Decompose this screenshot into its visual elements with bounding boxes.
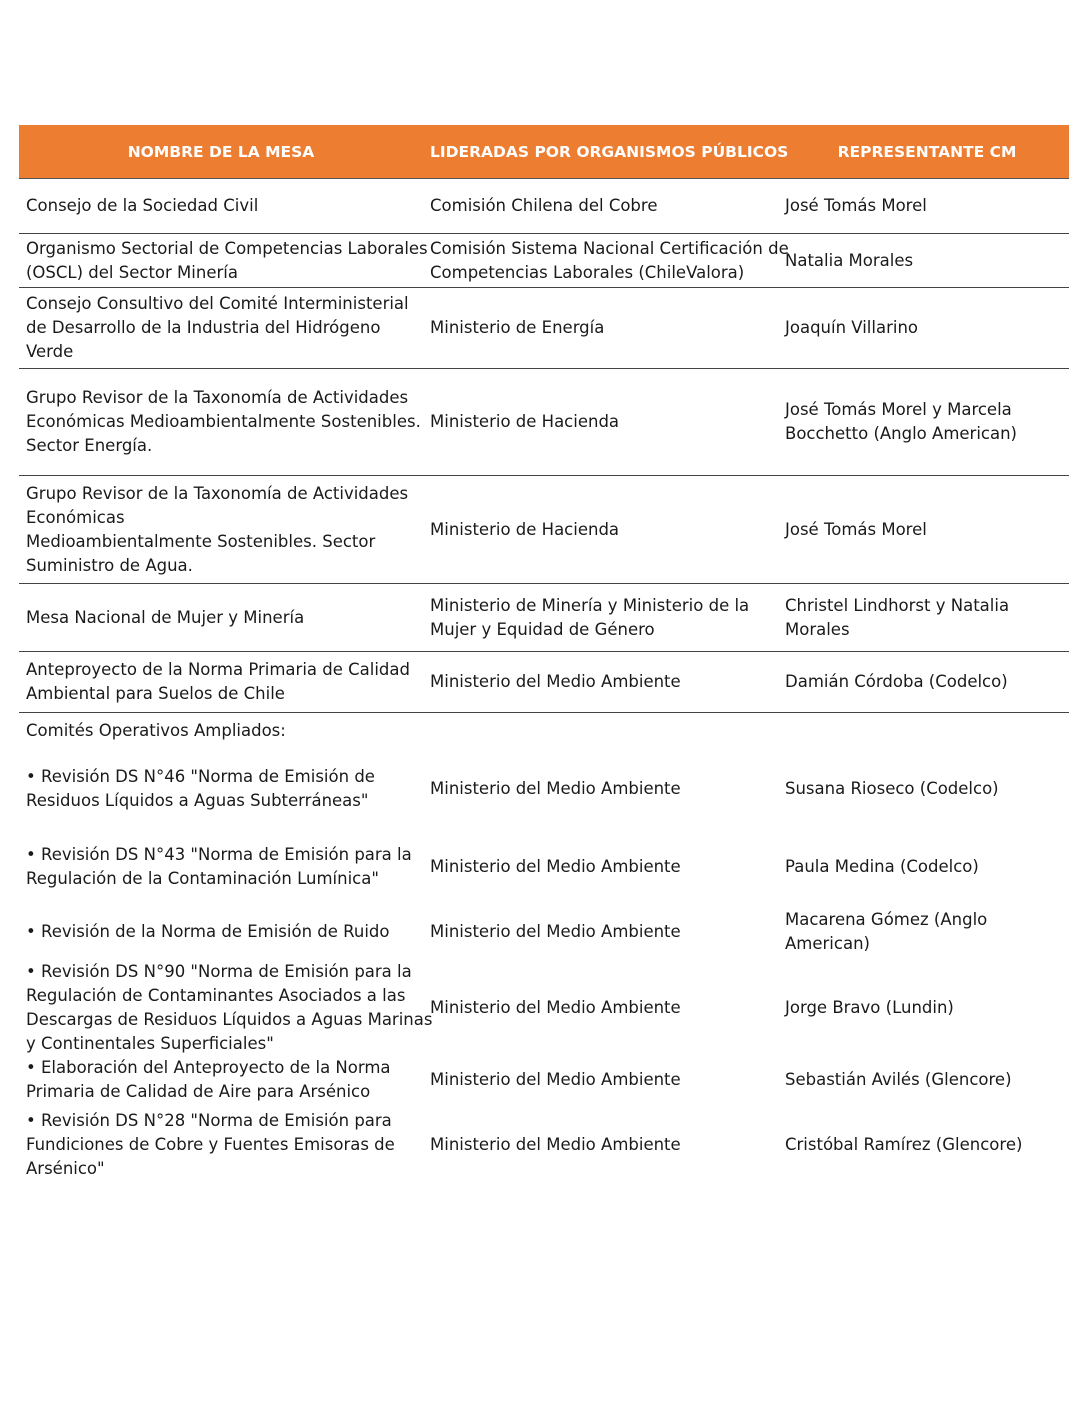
cell-mesa-line: Arsénico" [26, 1159, 105, 1178]
cell-organismo [423, 237, 789, 285]
cell-mesa [19, 606, 423, 630]
cell-representante [778, 398, 1069, 446]
cell-representante-line: American) [785, 934, 870, 953]
cell-mesa-line: Consejo de la Sociedad Civil [26, 196, 259, 215]
cell-mesa [19, 765, 423, 813]
cell-representante-line: Jorge Bravo (Lundin) [785, 998, 954, 1017]
cell-mesa [19, 920, 423, 944]
cell-organismo-line: Competencias Laborales (ChileValora) [430, 262, 745, 282]
cell-organismo [423, 316, 778, 340]
cell-organismo [423, 1133, 778, 1157]
cell-organismo [423, 777, 778, 801]
table-row [19, 652, 1069, 713]
cell-mesa [19, 1056, 423, 1104]
table-row [19, 584, 1069, 652]
table-row [19, 369, 1069, 476]
cell-mesa [19, 386, 423, 458]
cell-mesa [19, 292, 423, 364]
cell-representante [778, 777, 1069, 801]
cell-organismo [423, 518, 778, 542]
cell-mesa-line: Grupo Revisor de la Taxonomía de Actividades [26, 388, 409, 407]
cell-organismo-line: Ministerio de Energía [430, 318, 605, 337]
cell-representante [778, 670, 1069, 694]
cell-mesa-line: Económicas Medioambientalmente Sostenibles. [26, 412, 421, 431]
cell-organismo-line: Comisión Chilena del Cobre [430, 196, 658, 215]
cell-representante-line: Morales [785, 619, 850, 639]
table-row [19, 749, 1069, 829]
cell-mesa [19, 237, 428, 285]
header-nombre-mesa: NOMBRE DE LA MESA [127, 142, 315, 161]
cell-representante-line: José Tomás Morel [785, 196, 927, 215]
cell-representante-line: Paula Medina (Codelco) [785, 856, 979, 876]
cell-representante-line: Cristóbal Ramírez (Glencore) [785, 1135, 1023, 1154]
table-body [19, 179, 1069, 1184]
cell-mesa [19, 482, 423, 578]
table-row [19, 288, 1069, 369]
cell-mesa-line: • Elaboración del Anteproyecto de la Norma [26, 1058, 391, 1077]
cell-mesa-line: • Revisión DS N°90 "Norma de Emisión para la [26, 962, 412, 981]
cell-organismo [423, 594, 778, 642]
cell-representante-line: Sebastián Avilés (Glencore) [785, 1070, 1012, 1089]
cell-organismo-line: Ministerio del Medio Ambiente [430, 1135, 681, 1154]
header-organismos: LIDERADAS POR ORGANISMOS PÚBLICOS [430, 142, 789, 161]
cell-mesa-line: Consejo Consultivo del Comité Interministerial [26, 294, 409, 313]
cell-mesa-line: • Revisión DS N°28 "Norma de Emisión para [26, 1111, 392, 1130]
cell-representante [778, 194, 1069, 218]
cell-organismo [423, 670, 778, 694]
cell-organismo [423, 194, 778, 218]
cell-organismo [423, 996, 778, 1020]
cell-mesa-line: Regulación de Contaminantes Asociados a las [26, 986, 406, 1005]
cell-representante-line: Macarena Gómez (Anglo [785, 910, 988, 929]
cell-mesa-line: Verde [26, 342, 74, 361]
cell-mesa [19, 960, 433, 1056]
cell-mesa [19, 843, 423, 891]
cell-representante-line: Christel Lindhorst y Natalia [785, 595, 1010, 615]
cell-representante-line: Joaquín Villarino [785, 318, 918, 337]
cell-mesa-line: Organismo Sectorial de Competencias Laborales [26, 238, 428, 258]
header-representante: REPRESENTANTE CM [837, 142, 1017, 161]
cell-organismo [423, 855, 778, 879]
cell-mesa-line: Mesa Nacional de Mujer y Minería [26, 607, 305, 627]
comites-heading: Comités Operativos Ampliados: [26, 721, 286, 740]
table-row [19, 476, 1069, 584]
cell-mesa-line: • Revisión DS N°43 "Norma de Emisión para la [26, 844, 412, 864]
cell-representante [778, 908, 1069, 956]
table-row [19, 904, 1069, 960]
cell-representante [778, 1068, 1069, 1092]
cell-organismo-line: Ministerio de Hacienda [430, 412, 620, 431]
cell-representante [778, 316, 1069, 340]
table-row [19, 1106, 1069, 1184]
cell-representante-line: José Tomás Morel y Marcela [785, 400, 1012, 419]
cell-organismo-line: Ministerio del Medio Ambiente [430, 1070, 681, 1089]
cell-mesa-line: Ambiental para Suelos de Chile [26, 684, 285, 703]
cell-mesa-line: Anteproyecto de la Norma Primaria de Calidad [26, 660, 410, 679]
cell-representante-line: Bocchetto (Anglo American) [785, 424, 1017, 443]
cell-mesa-line: Regulación de la Contaminación Lumínica" [26, 868, 379, 888]
cell-organismo-line: Ministerio del Medio Ambiente [430, 856, 681, 876]
cell-representante-line: Natalia Morales [785, 250, 914, 270]
cell-mesa-line: Medioambientalmente Sostenibles. Sector [26, 531, 376, 551]
cell-representante [778, 855, 1069, 879]
cell-organismo-line: Comisión Sistema Nacional Certificación de [430, 238, 789, 258]
cell-mesa-line: y Continentales Superficiales" [26, 1034, 274, 1053]
table-row [19, 1054, 1069, 1106]
table-row [19, 829, 1069, 904]
cell-mesa [19, 194, 423, 218]
cell-mesa [19, 1109, 423, 1181]
cell-mesa-line: Grupo Revisor de la Taxonomía de Actividades [26, 483, 409, 503]
cell-mesa-line: • Revisión de la Norma de Emisión de Ruido [26, 922, 390, 941]
cell-mesa-line: Descargas de Residuos Líquidos a Aguas Marinas [26, 1010, 433, 1029]
cell-mesa-line: Residuos Líquidos a Aguas Subterráneas" [26, 791, 369, 810]
cell-representante-line: Susana Rioseco (Codelco) [785, 779, 999, 798]
cell-mesa-line: Fundiciones de Cobre y Fuentes Emisoras de [26, 1135, 395, 1154]
cell-organismo [423, 1068, 778, 1092]
cell-representante [778, 518, 1069, 542]
cell-organismo [423, 920, 778, 944]
cell-representante [778, 594, 1069, 642]
cell-representante [778, 1133, 1069, 1157]
cell-mesa-line: Suministro de Agua. [26, 555, 193, 575]
cell-organismo-line: Ministerio del Medio Ambiente [430, 998, 681, 1017]
cell-mesa-line: Sector Energía. [26, 436, 153, 455]
table-row [19, 179, 1069, 234]
cell-representante-line: José Tomás Morel [785, 519, 927, 539]
cell-organismo-line: Ministerio del Medio Ambiente [430, 922, 681, 941]
table-header [19, 125, 1069, 179]
cell-mesa-line: Primaria de Calidad de Aire para Arsénico [26, 1082, 371, 1101]
cell-representante [778, 249, 1069, 273]
cell-representante-line: Damián Córdoba (Codelco) [785, 672, 1008, 691]
cell-mesa [19, 658, 423, 706]
cell-mesa-line: • Revisión DS N°46 "Norma de Emisión de [26, 767, 375, 786]
table-row [19, 234, 1069, 288]
cell-organismo-line: Ministerio de Minería y Ministerio de la [430, 595, 750, 615]
cell-organismo-line: Ministerio del Medio Ambiente [430, 672, 681, 691]
cell-representante [778, 996, 1069, 1020]
cell-mesa-line: de Desarrollo de la Industria del Hidrógeno [26, 318, 381, 337]
cell-mesa-line: Económicas [26, 507, 125, 527]
cell-organismo-line: Ministerio del Medio Ambiente [430, 779, 681, 798]
cell-mesa-line: (OSCL) del Sector Minería [26, 262, 238, 282]
cell-organismo [423, 410, 778, 434]
table-row [19, 960, 1069, 1054]
cell-organismo-line: Ministerio de Hacienda [430, 519, 620, 539]
mesas-table [19, 125, 1069, 1184]
cell-organismo-line: Mujer y Equidad de Género [430, 619, 655, 639]
